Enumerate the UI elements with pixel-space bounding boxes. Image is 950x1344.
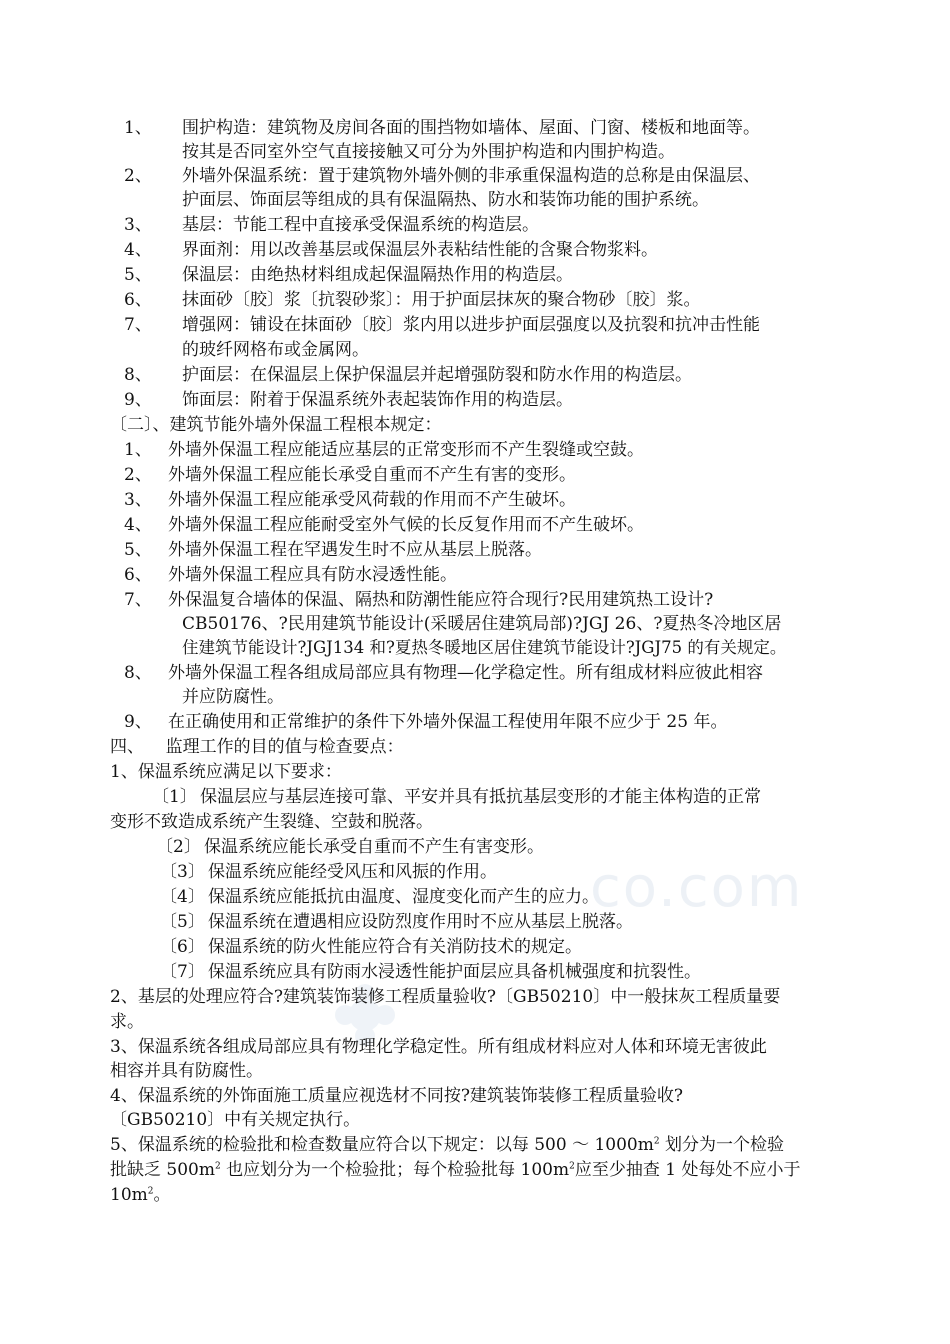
item-number: 2、 <box>124 166 152 186</box>
item-number: 6、 <box>124 290 152 310</box>
definition-text: 基层：节能工程中直接承受保温系统的构造层。 <box>182 215 539 235</box>
rule-text: 外墙外保温工程应具有防水浸透性能。 <box>168 565 457 585</box>
requirement-number: 〔6〕 <box>160 937 205 957</box>
rule-text: 外墙外保温工程应能承受风荷载的作用而不产生破坏。 <box>168 490 576 510</box>
definition-text-cont: 按其是否同室外空气直接接触又可分为外围护构造和内围护构造。 <box>182 142 675 162</box>
paragraph-3-line: 相容并具有防腐性。 <box>110 1061 263 1081</box>
item-number: 4、 <box>124 240 152 260</box>
paragraph-2-line: 2、基层的处理应符合?建筑装饰装修工程质量验收?〔GB50210〕中一般抹灰工程质量要 <box>110 987 781 1007</box>
rule-text: 外墙外保温工程应能适应基层的正常变形而不产生裂缝或空鼓。 <box>168 440 644 460</box>
paragraph-4-line: 〔GB50210〕中有关规定执行。 <box>110 1110 361 1130</box>
paragraph-5-line <box>110 1133 784 1157</box>
rule-text: 外保温复合墙体的保温、隔热和防潮性能应符合现行?民用建筑热工设计? <box>168 590 714 610</box>
unit-superscript: 2 <box>214 1161 221 1172</box>
definition-text: 外墙外保温系统：置于建筑物外墙外侧的非承重保温构造的总称是由保温层、 <box>182 166 760 186</box>
rule-text-cont: 住建筑节能设计?JGJ134 和?夏热冬暖地区居住建筑节能设计?JGJ75 的有关规定。 <box>182 638 787 657</box>
p5-text: 也应划分为一个检验批；每个检验批每 100m <box>220 1160 570 1180</box>
rule-number: 1、 <box>124 440 152 460</box>
definition-item <box>124 116 152 140</box>
section-heading: 四、 监理工作的目的值与检查要点： <box>110 737 404 757</box>
definition-text-cont: 护面层、饰面层等组成的具有保温隔热、防水和装饰功能的围护系统。 <box>182 190 709 210</box>
requirement-number: 〔2〕 <box>156 837 201 857</box>
paragraph-4-line: 4、保温系统的外饰面施工质量应视选材不同按?建筑装饰装修工程质量验收? <box>110 1086 684 1106</box>
rule-text: 外墙外保温工程各组成局部应具有物理—化学稳定性。所有组成材料应彼此相容 <box>168 663 763 683</box>
paragraph-2-line: 求。 <box>110 1012 144 1032</box>
item-number: 3、 <box>124 215 152 235</box>
item-number: 9、 <box>124 390 152 410</box>
definition-text: 围护构造：建筑物及房间各面的围挡物如墙体、屋面、门窗、楼板和地面等。 <box>182 118 760 138</box>
rule-text: 外墙外保温工程在罕遇发生时不应从基层上脱落。 <box>168 540 542 560</box>
definition-text: 保温层：由绝热材料组成起保温隔热作用的构造层。 <box>182 265 573 285</box>
item-number: 8、 <box>124 365 152 385</box>
p5-text: 应至少抽查 1 处每处不应小于 <box>574 1160 801 1180</box>
p5-text: 批缺乏 500m <box>110 1160 215 1180</box>
requirement-text: 保温系统应能经受风压和风振的作用。 <box>208 862 497 882</box>
paragraph-5-line <box>110 1183 171 1207</box>
definition-item <box>124 363 152 387</box>
requirement-number: 〔1〕 <box>152 787 197 807</box>
p5-text: 。 <box>153 1185 171 1205</box>
definition-item <box>124 213 152 237</box>
definition-text: 增强网：铺设在抹面砂〔胶〕浆内用以进步护面层强度以及抗裂和抗冲击性能 <box>182 315 760 335</box>
rule-text: 外墙外保温工程应能长承受自重而不产生有害的变形。 <box>168 465 576 485</box>
rule-text: 外墙外保温工程应能耐受室外气候的长反复作用而不产生破坏。 <box>168 515 644 535</box>
item-number: 1、 <box>124 118 152 138</box>
rule-number: 8、 <box>124 663 152 683</box>
requirement-text: 保温系统在遭遇相应设防烈度作用时不应从基层上脱落。 <box>208 912 633 932</box>
requirement-text-cont: 变形不致造成系统产生裂缝、空鼓和脱落。 <box>110 812 433 832</box>
definition-item <box>124 238 152 262</box>
rule-number: 4、 <box>124 515 152 535</box>
watermark-text: co.com <box>590 855 804 920</box>
requirement-number: 〔3〕 <box>160 862 205 882</box>
rule-number: 6、 <box>124 565 152 585</box>
rule-number: 9、 <box>124 712 152 732</box>
definition-text: 界面剂：用以改善基层或保温层外表粘结性能的含聚合物浆料。 <box>182 240 658 260</box>
paragraph-5-line <box>110 1158 800 1182</box>
rule-number: 2、 <box>124 465 152 485</box>
requirement-text: 保温层应与基层连接可靠、平安并具有抵抗基层变形的才能主体构造的正常 <box>200 787 761 807</box>
requirement-text: 保温系统的防火性能应符合有关消防技术的规定。 <box>208 937 582 957</box>
unit-superscript: 2 <box>653 1136 660 1147</box>
requirement-number: 〔7〕 <box>160 962 205 982</box>
definition-text-cont: 的玻纤网格布或金属网。 <box>182 340 369 360</box>
item-number: 5、 <box>124 265 152 285</box>
rule-number: 3、 <box>124 490 152 510</box>
requirement-number: 〔4〕 <box>160 887 205 907</box>
requirement-heading: 1、保温系统应满足以下要求： <box>110 762 342 782</box>
requirement-text: 保温系统应能长承受自重而不产生有害变形。 <box>204 837 544 857</box>
definition-text: 护面层：在保温层上保护保温层并起增强防裂和防水作用的构造层。 <box>182 365 692 385</box>
definition-text: 饰面层：附着于保温系统外表起装饰作用的构造层。 <box>182 390 573 410</box>
definition-item <box>124 388 152 412</box>
rule-number: 5、 <box>124 540 152 560</box>
definition-item <box>124 263 152 287</box>
definition-item <box>124 313 152 337</box>
definition-text: 抹面砂〔胶〕浆〔抗裂砂浆〕：用于护面层抹灰的聚合物砂〔胶〕浆。 <box>182 290 701 310</box>
requirement-number: 〔5〕 <box>160 912 205 932</box>
requirement-text: 保温系统应具有防雨水浸透性能护面层应具备机械强度和抗裂性。 <box>208 962 701 982</box>
rule-text-cont: 并应防腐性。 <box>182 687 284 707</box>
unit-superscript: 2 <box>147 1186 154 1197</box>
item-number: 7、 <box>124 315 152 335</box>
p5-text: 5、保温系统的检验批和检查数量应符合以下规定：以每 500 ～ 1000m <box>110 1135 654 1155</box>
p5-text: 10m <box>110 1185 148 1205</box>
requirement-text: 保温系统应能抵抗由温度、湿度变化而产生的应力。 <box>208 887 599 907</box>
definition-item <box>124 288 152 312</box>
section-heading: 〔二〕、建筑节能外墙外保温工程根本规定： <box>110 415 442 435</box>
p5-text: 划分为一个检验 <box>659 1135 784 1155</box>
definition-item <box>124 164 152 188</box>
rule-number: 7、 <box>124 590 152 610</box>
unit-superscript: 2 <box>569 1161 575 1172</box>
rule-text-cont: CB50176、?民用建筑节能设计(采暖居住建筑局部)?JGJ 26、?夏热冬冷地区居 <box>182 614 782 634</box>
rule-text: 在正确使用和正常维护的条件下外墙外保温工程使用年限不应少于 25 年。 <box>168 712 728 732</box>
paragraph-3-line: 3、保温系统各组成局部应具有物理化学稳定性。所有组成材料应对人体和环境无害彼此 <box>110 1037 767 1057</box>
